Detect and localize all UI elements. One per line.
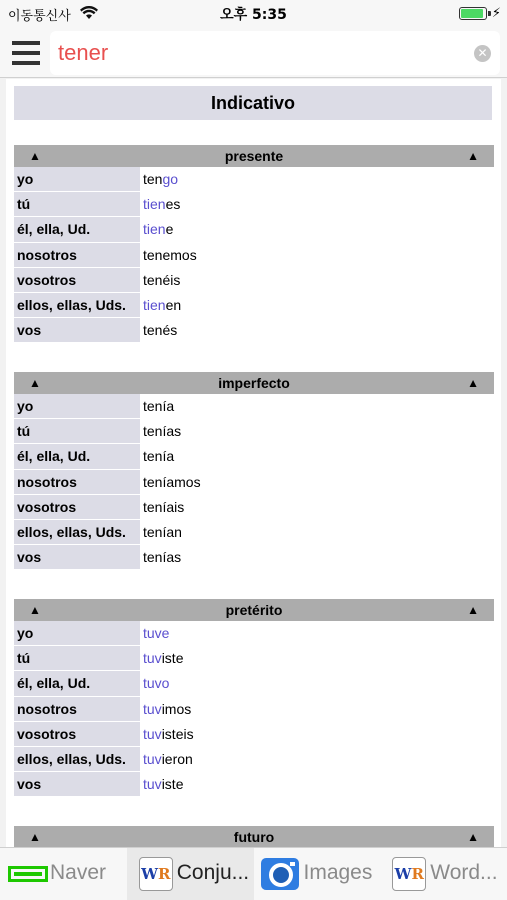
person-label: ellos, ellas, Uds. — [14, 520, 140, 545]
regular-part: imos — [161, 700, 192, 717]
tab-conjugation[interactable] — [127, 848, 254, 900]
collapse-arrow-icon[interactable]: ▲ — [467, 149, 479, 163]
verb-form — [140, 217, 173, 242]
irregular-part: tuv — [143, 750, 162, 767]
tab-label: Conju... — [176, 861, 250, 884]
collapse-arrow-icon[interactable]: ▲ — [467, 376, 479, 390]
verb-form — [140, 772, 183, 797]
verb-form — [140, 243, 197, 268]
tense-header[interactable] — [14, 145, 494, 167]
irregular-part: tuv — [143, 650, 162, 667]
regular-part: tenemos — [143, 246, 197, 263]
regular-part: tenían — [143, 523, 182, 540]
tab-wordreference[interactable] — [380, 848, 507, 900]
person-label: nosotros — [14, 697, 140, 722]
person-label: yo — [14, 394, 140, 419]
person-label: él, ella, Ud. — [14, 217, 140, 242]
conjugation-row — [14, 495, 494, 520]
regular-part: teníais — [143, 498, 185, 515]
regular-part: iste — [161, 776, 184, 793]
tense-name: imperfecto — [218, 375, 290, 391]
regular-part: isteis — [161, 725, 194, 742]
irregular-part: tien — [143, 221, 166, 238]
person-label: vos — [14, 772, 140, 797]
person-label: vosotros — [14, 268, 140, 293]
tense-name: pretérito — [225, 602, 283, 618]
conjugation-row — [14, 167, 494, 192]
mood-heading: Indicativo — [14, 86, 492, 120]
conjugation-row — [14, 419, 494, 444]
conjugation-view[interactable] — [0, 79, 507, 847]
verb-form — [140, 646, 183, 671]
conjugation-row — [14, 268, 494, 293]
regular-part: iste — [161, 650, 184, 667]
irregular-part: tuve — [143, 625, 170, 641]
person-label: tú — [14, 419, 140, 444]
conjugation-row — [14, 747, 494, 772]
battery-level — [461, 9, 483, 18]
person-label: nosotros — [14, 470, 140, 495]
person-label: vos — [14, 545, 140, 570]
person-label: tú — [14, 192, 140, 217]
irregular-part: tuv — [143, 776, 162, 793]
collapse-arrow-icon[interactable]: ▲ — [467, 603, 479, 617]
person-label: nosotros — [14, 243, 140, 268]
tab-naver[interactable] — [0, 848, 127, 900]
person-label: vosotros — [14, 722, 140, 747]
person-label: vosotros — [14, 495, 140, 520]
verb-form — [140, 520, 182, 545]
search-query-text[interactable]: tener — [58, 40, 109, 65]
carrier-name: 이동통신사 — [8, 9, 71, 24]
conjugation-page — [6, 79, 501, 847]
verb-form — [140, 419, 181, 444]
tense-name: futuro — [233, 829, 275, 845]
tense-table — [14, 826, 494, 847]
status-bar — [0, 0, 507, 28]
person-label: él, ella, Ud. — [14, 671, 140, 696]
tab-images[interactable] — [254, 848, 381, 900]
battery-icon — [459, 7, 487, 20]
verb-form — [140, 495, 184, 520]
collapse-arrow-icon[interactable]: ▲ — [29, 603, 41, 617]
tab-bar — [0, 847, 507, 900]
clear-search-icon[interactable]: ✕ — [474, 45, 491, 62]
conjugation-row — [14, 671, 494, 696]
conjugation-row — [14, 697, 494, 722]
verb-form — [140, 192, 180, 217]
conjugation-row — [14, 243, 494, 268]
irregular-part: go — [162, 171, 179, 187]
tense-table — [14, 599, 494, 797]
collapse-arrow-icon[interactable]: ▲ — [467, 830, 479, 844]
tense-header[interactable] — [14, 826, 494, 847]
person-label: yo — [14, 621, 140, 646]
verb-form — [140, 268, 180, 293]
verb-form — [140, 621, 169, 646]
regular-part: es — [165, 196, 181, 213]
verb-form — [140, 394, 174, 419]
collapse-arrow-icon[interactable]: ▲ — [29, 376, 41, 390]
person-label: tú — [14, 646, 140, 671]
verb-form — [140, 747, 193, 772]
wordreference-icon: WR — [139, 857, 173, 891]
verb-form — [140, 293, 181, 318]
camera-icon — [261, 858, 299, 890]
verb-form — [140, 722, 194, 747]
tab-label: Naver — [50, 861, 107, 884]
regular-part: teníamos — [143, 473, 201, 490]
conjugation-row — [14, 520, 494, 545]
verb-form — [140, 671, 169, 696]
verb-form — [140, 470, 201, 495]
regular-part: e — [165, 221, 174, 238]
conjugation-row — [14, 293, 494, 318]
person-label: yo — [14, 167, 140, 192]
tense-table — [14, 372, 494, 570]
collapse-arrow-icon[interactable]: ▲ — [29, 830, 41, 844]
regular-part: ten — [143, 171, 163, 187]
clock: 오후 5:35 — [220, 7, 287, 23]
search-header — [0, 28, 507, 78]
menu-list-icon[interactable] — [12, 40, 40, 66]
regular-part: tenía — [143, 448, 175, 465]
charging-icon: ⚡ — [491, 5, 501, 20]
conjugation-row — [14, 192, 494, 217]
regular-part: tenías — [143, 549, 182, 566]
verb-form — [140, 444, 174, 469]
regular-part: tenéis — [143, 271, 181, 288]
person-label: ellos, ellas, Uds. — [14, 747, 140, 772]
conjugation-row — [14, 772, 494, 797]
conjugation-row — [14, 394, 494, 419]
regular-part: tenés — [143, 322, 178, 339]
naver-icon — [8, 866, 48, 882]
regular-part: tenías — [143, 423, 182, 440]
regular-part: tenía — [143, 398, 175, 414]
tense-header[interactable] — [14, 599, 494, 621]
tab-label: Images — [303, 861, 373, 884]
tense-header[interactable] — [14, 372, 494, 394]
verb-form — [140, 545, 181, 570]
verb-form — [140, 318, 177, 343]
conjugation-row — [14, 545, 494, 570]
tense-table — [14, 145, 494, 343]
search-field[interactable] — [50, 31, 500, 75]
conjugation-row — [14, 444, 494, 469]
conjugation-row — [14, 217, 494, 242]
regular-part: ieron — [161, 750, 193, 767]
wordreference-icon: WR — [392, 857, 426, 891]
conjugation-row — [14, 470, 494, 495]
irregular-part: tuv — [143, 700, 162, 717]
conjugation-row — [14, 318, 494, 343]
irregular-part: tuvo — [143, 675, 170, 692]
verb-form — [140, 697, 191, 722]
irregular-part: tien — [143, 196, 166, 213]
person-label: vos — [14, 318, 140, 343]
person-label: él, ella, Ud. — [14, 444, 140, 469]
irregular-part: tien — [143, 296, 166, 313]
verb-form — [140, 167, 178, 192]
conjugation-row — [14, 646, 494, 671]
person-label: ellos, ellas, Uds. — [14, 293, 140, 318]
conjugation-row — [14, 722, 494, 747]
conjugation-row — [14, 621, 494, 646]
tense-name: presente — [224, 148, 284, 164]
tab-label: Word... — [430, 861, 498, 884]
irregular-part: tuv — [143, 725, 162, 742]
collapse-arrow-icon[interactable]: ▲ — [29, 149, 41, 163]
regular-part: en — [165, 296, 182, 313]
